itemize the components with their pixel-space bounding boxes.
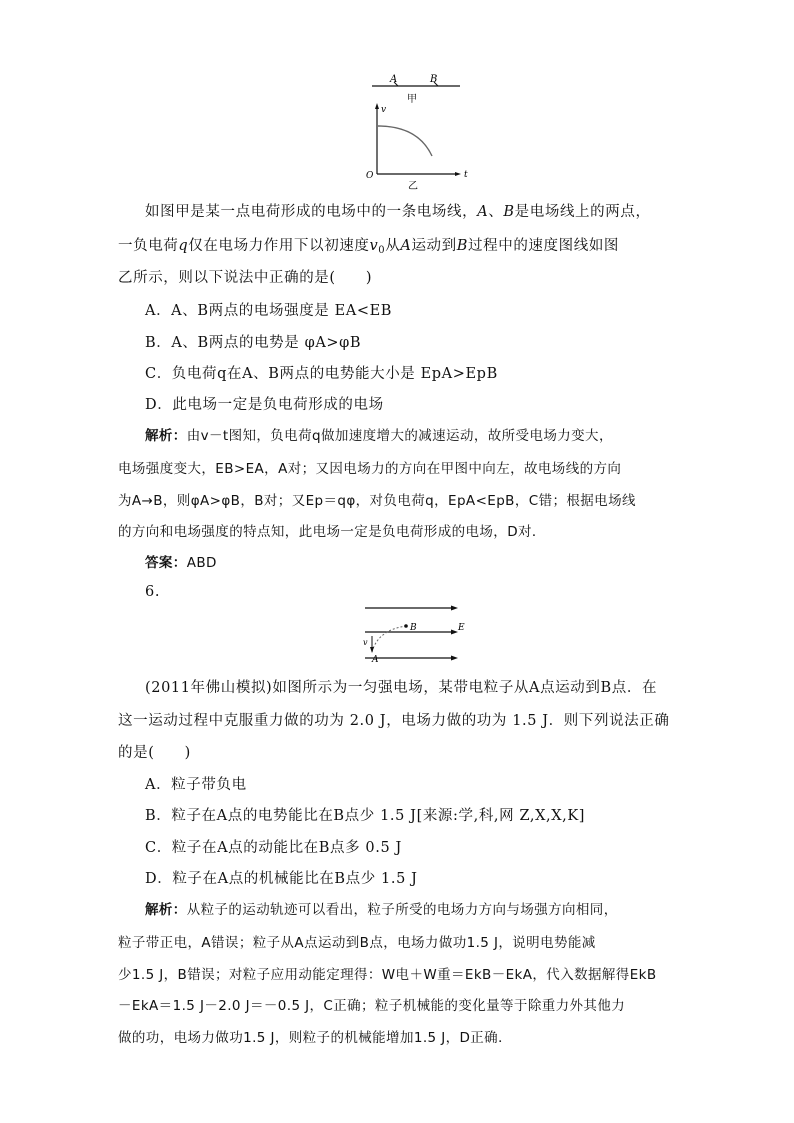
q5-option-b: B．A、B两点的电势是 φA>φB [145,335,362,351]
q5-option-c: C．负电荷q在A、B两点的电势能大小是 EpA>EpB [145,366,498,382]
label-A: A [390,74,398,85]
q5-solution-line-3: 为A→B，则φA>φB，B对；又Ep＝qφ，对负电荷q，EpA<EpB，C错；根据电场线 [118,493,636,509]
label-v: v [363,638,368,647]
axis-t-label: t [464,170,468,180]
q5-stem-line-2: 一负电荷q仅在电场力作用下以初速度$v_0$从A运动到B过程中的速度图线如图 [118,238,620,256]
q6-stem-line-2: 这一运动过程中克服重力做的功为 2.0 J，电场力做的功为 1.5 J．则下列说法正确 [118,713,670,729]
label-B: B [430,74,438,85]
q5-solution-line-2: 电场强度变大，EB>EA，A对；又因电场力的方向在甲图中向左，故电场线的方向 [118,461,622,477]
particle-trajectory [372,626,406,652]
q6-option-c: C．粒子在A点的动能比在B点多 0.5 J [145,840,402,856]
origin-label: O [366,171,374,181]
q5-stem-line-3: 乙所示，则以下说法中正确的是( ) [118,270,373,286]
label-A: A [372,655,379,665]
figure-jia-yi [360,72,480,194]
q6-stem-line-1: (2011年佛山模拟)如图所示为一匀强电场，某带电粒子从A点运动到B点．在 [145,680,658,696]
label-B: B [410,623,417,633]
label-E: E [458,623,465,633]
axis-v-label: v [381,105,387,115]
q5-solution-line-1: 解析：由v－t图知，负电荷q做加速度增大的减速运动，故所受电场力变大， [145,428,613,444]
q6-solution-line-1: 解析：从粒子的运动轨迹可以看出，粒子所受的电场力方向与场强方向相同， [145,902,618,918]
q6-option-b: B．粒子在A点的电势能比在B点少 1.5 J[来源:学,科,网 Z,X,X,K] [145,808,586,824]
figure-uniform-field [360,600,470,666]
q6-stem-line-3: 的是( ) [118,745,191,761]
q6-option-a: A．粒子带负电 [145,777,247,793]
point-B [404,624,408,628]
q6-option-d: D．粒子在A点的机械能比在B点少 1.5 J [145,871,418,887]
q5-option-a: A．A、B两点的电场强度是 EA<EB [145,303,393,319]
q5-answer: 答案：ABD [145,555,217,571]
caption-jia: 甲 [407,94,417,105]
q5-option-d: D．此电场一定是负电荷形成的电场 [145,397,384,413]
q6-solution-line-5: 做的功，电场力做功1.5 J，则粒子的机械能增加1.5 J，D正确． [118,1030,512,1046]
velocity-curve [378,126,432,156]
q6-number: 6. [145,584,161,600]
q5-solution-line-4: 的方向和电场强度的特点知，此电场一定是负电荷形成的电场，D对． [118,524,546,540]
q6-solution-line-3: 少1.5 J，B错误；对粒子应用动能定理得：W电＋W重＝EkB－EkA，代入数据解得EkB [118,967,657,983]
caption-yi: 乙 [408,181,418,192]
q5-stem-line-1: 如图甲是某一点电荷形成的电场中的一条电场线，A、B是电场线上的两点， [145,204,651,220]
q6-solution-line-2: 粒子带正电，A错误；粒子从A点运动到B点，电场力做功1.5 J，说明电势能减 [118,935,596,951]
q6-solution-line-4: －EkA＝1.5 J－2.0 J＝－0.5 J，C正确；粒子机械能的变化量等于除重力外其他力 [118,998,626,1014]
